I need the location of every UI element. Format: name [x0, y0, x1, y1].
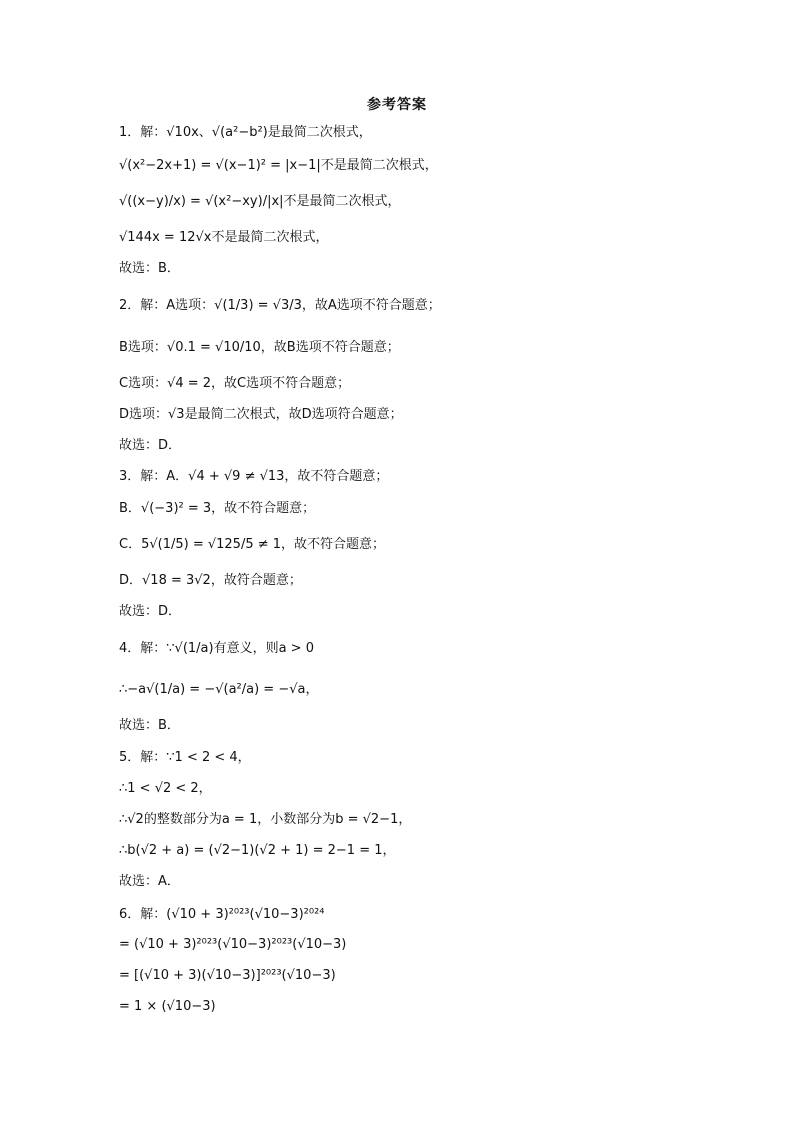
answer-line: 4．解：∵√(1/a)有意义，则a > 0	[119, 641, 314, 656]
answer-line: C．5√(1/5) = √125/5 ≠ 1，故不符合题意；	[119, 537, 386, 552]
answer-line: D．√18 = 3√2，故符合题意；	[119, 573, 302, 588]
answer-line: B选项：√0.1 = √10/10，故B选项不符合题意；	[119, 340, 400, 355]
answer-line: ∴1 < √2 < 2，	[119, 781, 212, 796]
answer-line: ∴√2的整数部分为a = 1，小数部分为b = √2−1，	[119, 812, 412, 827]
answer-line: C选项：√4 = 2，故C选项不符合题意；	[119, 376, 351, 391]
answer-line: √((x−y)/x) = √(x²−xy)/|x|不是最简二次根式，	[119, 194, 401, 209]
answer-line: 3．解：A．√4 + √9 ≠ √13，故不符合题意；	[119, 469, 389, 484]
answer-line: 2．解：A选项：√(1/3) = √3/3，故A选项不符合题意；	[119, 298, 441, 313]
answer-line: √144x = 12√x不是最简二次根式，	[119, 230, 329, 245]
answer-line: 1．解：√10x、√(a²−b²)是最简二次根式，	[119, 125, 372, 140]
answer-line: 故选：D．	[119, 438, 182, 453]
answer-line: D选项：√3是最简二次根式，故D选项符合题意；	[119, 407, 403, 422]
answer-line: 6．解：(√10 + 3)²⁰²³(√10−3)²⁰²⁴	[119, 907, 325, 922]
answer-line: B．√(−3)² = 3，故不符合题意；	[119, 501, 316, 516]
answer-line: 故选：B．	[119, 261, 180, 276]
answer-line: 5．解：∵1 < 2 < 4，	[119, 750, 251, 765]
page-title: 参考答案	[367, 97, 427, 113]
answer-line: = [(√10 + 3)(√10−3)]²⁰²³(√10−3)	[119, 968, 336, 983]
answer-line: 故选：B．	[119, 718, 180, 733]
answer-line: √(x²−2x+1) = √(x−1)² = |x−1|不是最简二次根式，	[119, 158, 438, 173]
answer-line: = 1 × (√10−3)	[119, 999, 216, 1014]
answer-line: 故选：D．	[119, 604, 182, 619]
answer-line: ∴b(√2 + a) = (√2−1)(√2 + 1) = 2−1 = 1，	[119, 843, 396, 858]
answer-line: 故选：A．	[119, 874, 180, 889]
answer-line: ∴−a√(1/a) = −√(a²/a) = −√a，	[119, 682, 319, 697]
answer-line: = (√10 + 3)²⁰²³(√10−3)²⁰²³(√10−3)	[119, 937, 347, 952]
